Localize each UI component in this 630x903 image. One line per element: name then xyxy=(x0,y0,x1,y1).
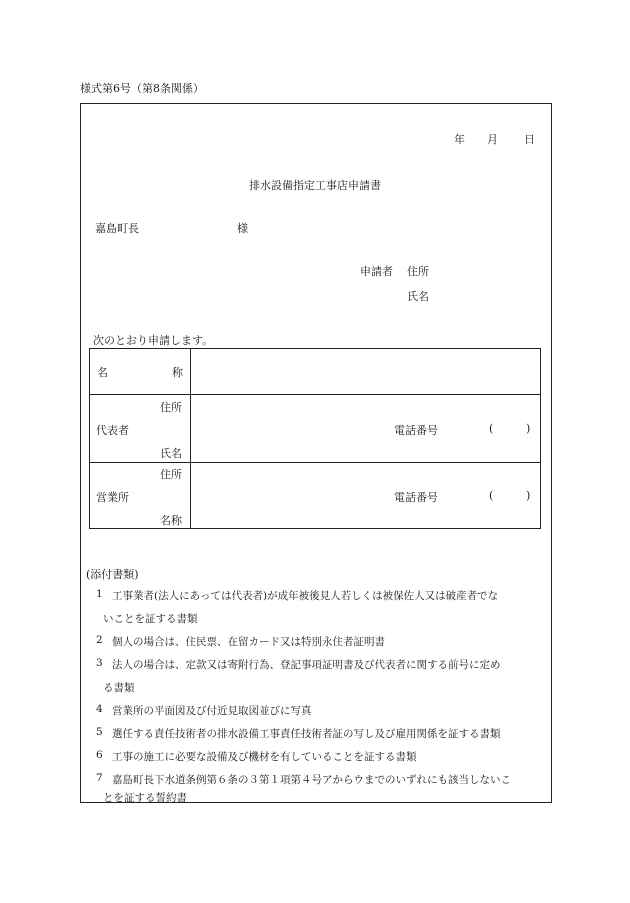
attachment-item-text: 個人の場合は、住民票、在留カード又は特別永住者証明書 xyxy=(112,636,385,648)
applicant-address-label: 住所 xyxy=(407,265,429,278)
attachment-item-text: る書類 xyxy=(103,682,135,694)
office-name-label: 名称 xyxy=(160,514,182,527)
attachment-item-number: 1 xyxy=(96,588,103,600)
table-row-divider xyxy=(90,462,540,463)
attachment-item-number: 2 xyxy=(96,634,103,646)
attachment-item-number: 6 xyxy=(96,749,103,761)
representative-phone-paren-open: ( xyxy=(489,422,494,435)
addressee-name: 嘉島町長 xyxy=(95,222,139,235)
office-phone-paren-close: ) xyxy=(526,489,531,502)
applicant-label: 申請者 xyxy=(360,265,393,278)
attachment-item-number: 5 xyxy=(96,726,103,738)
attachment-item-text: 嘉島町長下水道条例第６条の３第１項第４号アからウまでのいずれにも該当しないこ xyxy=(112,774,511,786)
application-info-table xyxy=(89,348,541,529)
attachment-item-text: 選任する責任技術者の排水設備工事責任技術者証の写し及び雇用関係を証する書類 xyxy=(112,728,501,740)
attachment-item-text: 営業所の平面図及び付近見取図並びに写真 xyxy=(112,705,312,717)
attachment-item-number: 3 xyxy=(96,657,103,669)
office-label: 営業所 xyxy=(96,491,129,504)
office-phone-label: 電話番号 xyxy=(394,491,438,504)
office-phone-paren-open: ( xyxy=(489,489,494,502)
intro-text: 次のとおり申請します。 xyxy=(93,334,214,347)
date-year-label: 年 xyxy=(454,133,465,146)
attachment-item-text: いことを証する書類 xyxy=(103,613,198,625)
attachment-item-text: とを証する誓約書 xyxy=(103,792,187,804)
applicant-name-label: 氏名 xyxy=(407,290,429,303)
representative-label: 代表者 xyxy=(96,424,129,437)
attachment-item-text: 工事業者(法人にあっては代表者)が成年被後見人若しくは被保佐人又は破産者でな xyxy=(112,590,499,602)
table-row-divider xyxy=(90,394,540,395)
addressee-honorific: 様 xyxy=(237,222,248,235)
representative-name-label: 氏名 xyxy=(160,447,182,460)
representative-phone-paren-close: ) xyxy=(526,422,531,435)
attachment-item-text: 工事の施工に必要な設備及び機材を有していることを証する書類 xyxy=(112,751,417,763)
attachments-heading: (添付書類) xyxy=(86,568,139,581)
company-name-label-first: 名 xyxy=(97,366,108,379)
form-number-label: 様式第6号（第8条関係） xyxy=(80,82,204,95)
company-name-label-second: 称 xyxy=(172,366,183,379)
representative-address-label: 住所 xyxy=(160,401,182,414)
attachment-item-number: 7 xyxy=(96,772,103,784)
office-address-label: 住所 xyxy=(160,468,182,481)
date-day-label: 日 xyxy=(524,133,535,146)
date-month-label: 月 xyxy=(487,133,498,146)
attachment-item-text: 法人の場合は、定款又は寄附行為、登記事項証明書及び代表者に関する前号に定め xyxy=(112,659,501,671)
table-column-divider xyxy=(190,349,191,528)
representative-phone-label: 電話番号 xyxy=(394,424,438,437)
attachment-item-number: 4 xyxy=(96,703,103,715)
document-title: 排水設備指定工事店申請書 xyxy=(249,179,381,192)
